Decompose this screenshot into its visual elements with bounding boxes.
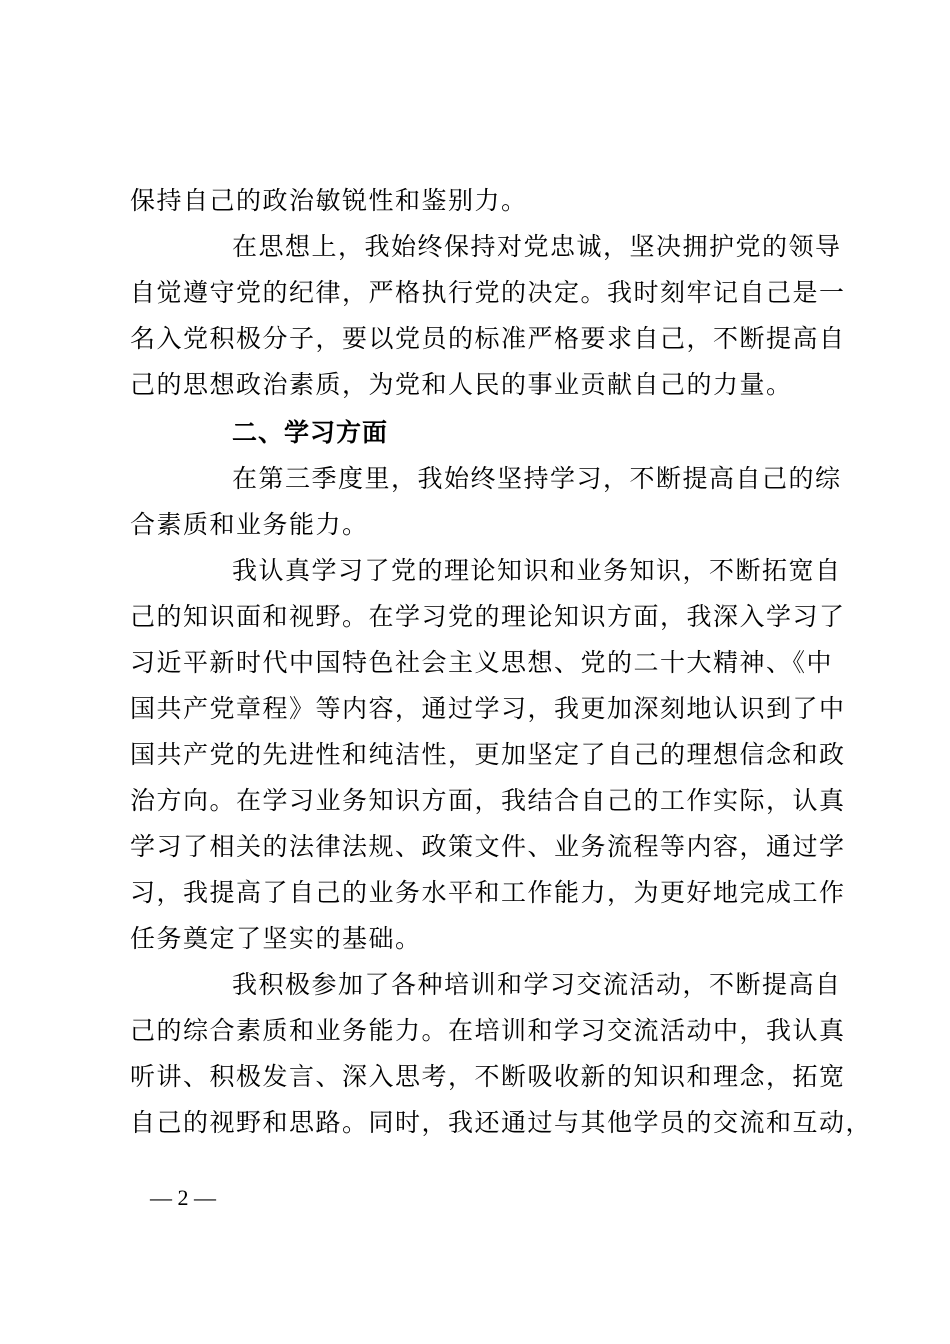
text-line: 国共产党章程》等内容，通过学习，我更加深刻地认识到了中: [130, 694, 846, 723]
text-line: 己的综合素质和业务能力。在培训和学习交流活动中，我认真: [130, 1016, 846, 1045]
text-line: 自觉遵守党的纪律，严格执行党的决定。我时刻牢记自己是一: [130, 278, 846, 307]
page-number: — 2 —: [150, 1185, 216, 1210]
text-line: 习，我提高了自己的业务水平和工作能力，为更好地完成工作: [130, 878, 846, 907]
text-line: 在思想上，我始终保持对党忠诚，坚决拥护党的领导: [232, 232, 842, 261]
text-line: 治方向。在学习业务知识方面，我结合自己的工作实际，认真: [130, 786, 846, 815]
text-line: 合素质和业务能力。: [130, 510, 369, 539]
text-line: 习近平新时代中国特色社会主义思想、党的二十大精神、《中: [130, 648, 834, 677]
text-line: 我积极参加了各种培训和学习交流活动，不断提高自: [232, 970, 842, 999]
text-line: 听讲、积极发言、深入思考，不断吸收新的知识和理念，拓宽: [130, 1062, 846, 1091]
text-line: 国共产党的先进性和纯洁性，更加坚定了自己的理想信念和政: [130, 740, 846, 769]
text-line: 己的思想政治素质，为党和人民的事业贡献自己的力量。: [130, 370, 793, 399]
text-line: 我认真学习了党的理论知识和业务知识，不断拓宽自: [232, 556, 842, 585]
text-line: 己的知识面和视野。在学习党的理论知识方面，我深入学习了: [130, 602, 846, 631]
text-line: 任务奠定了坚实的基础。: [130, 924, 422, 953]
text-line: 学习了相关的法律法规、政策文件、业务流程等内容，通过学: [130, 832, 846, 861]
text-line: 自己的视野和思路。同时，我还通过与其他学员的交流和互动，: [130, 1108, 873, 1137]
text-line: 在第三季度里，我始终坚持学习，不断提高自己的综: [232, 464, 842, 493]
section-heading: 二、学习方面: [232, 418, 389, 447]
text-line: 名入党积极分子，要以党员的标准严格要求自己，不断提高自: [130, 324, 846, 353]
text-line: 保持自己的政治敏锐性和鉴别力。: [130, 186, 528, 215]
